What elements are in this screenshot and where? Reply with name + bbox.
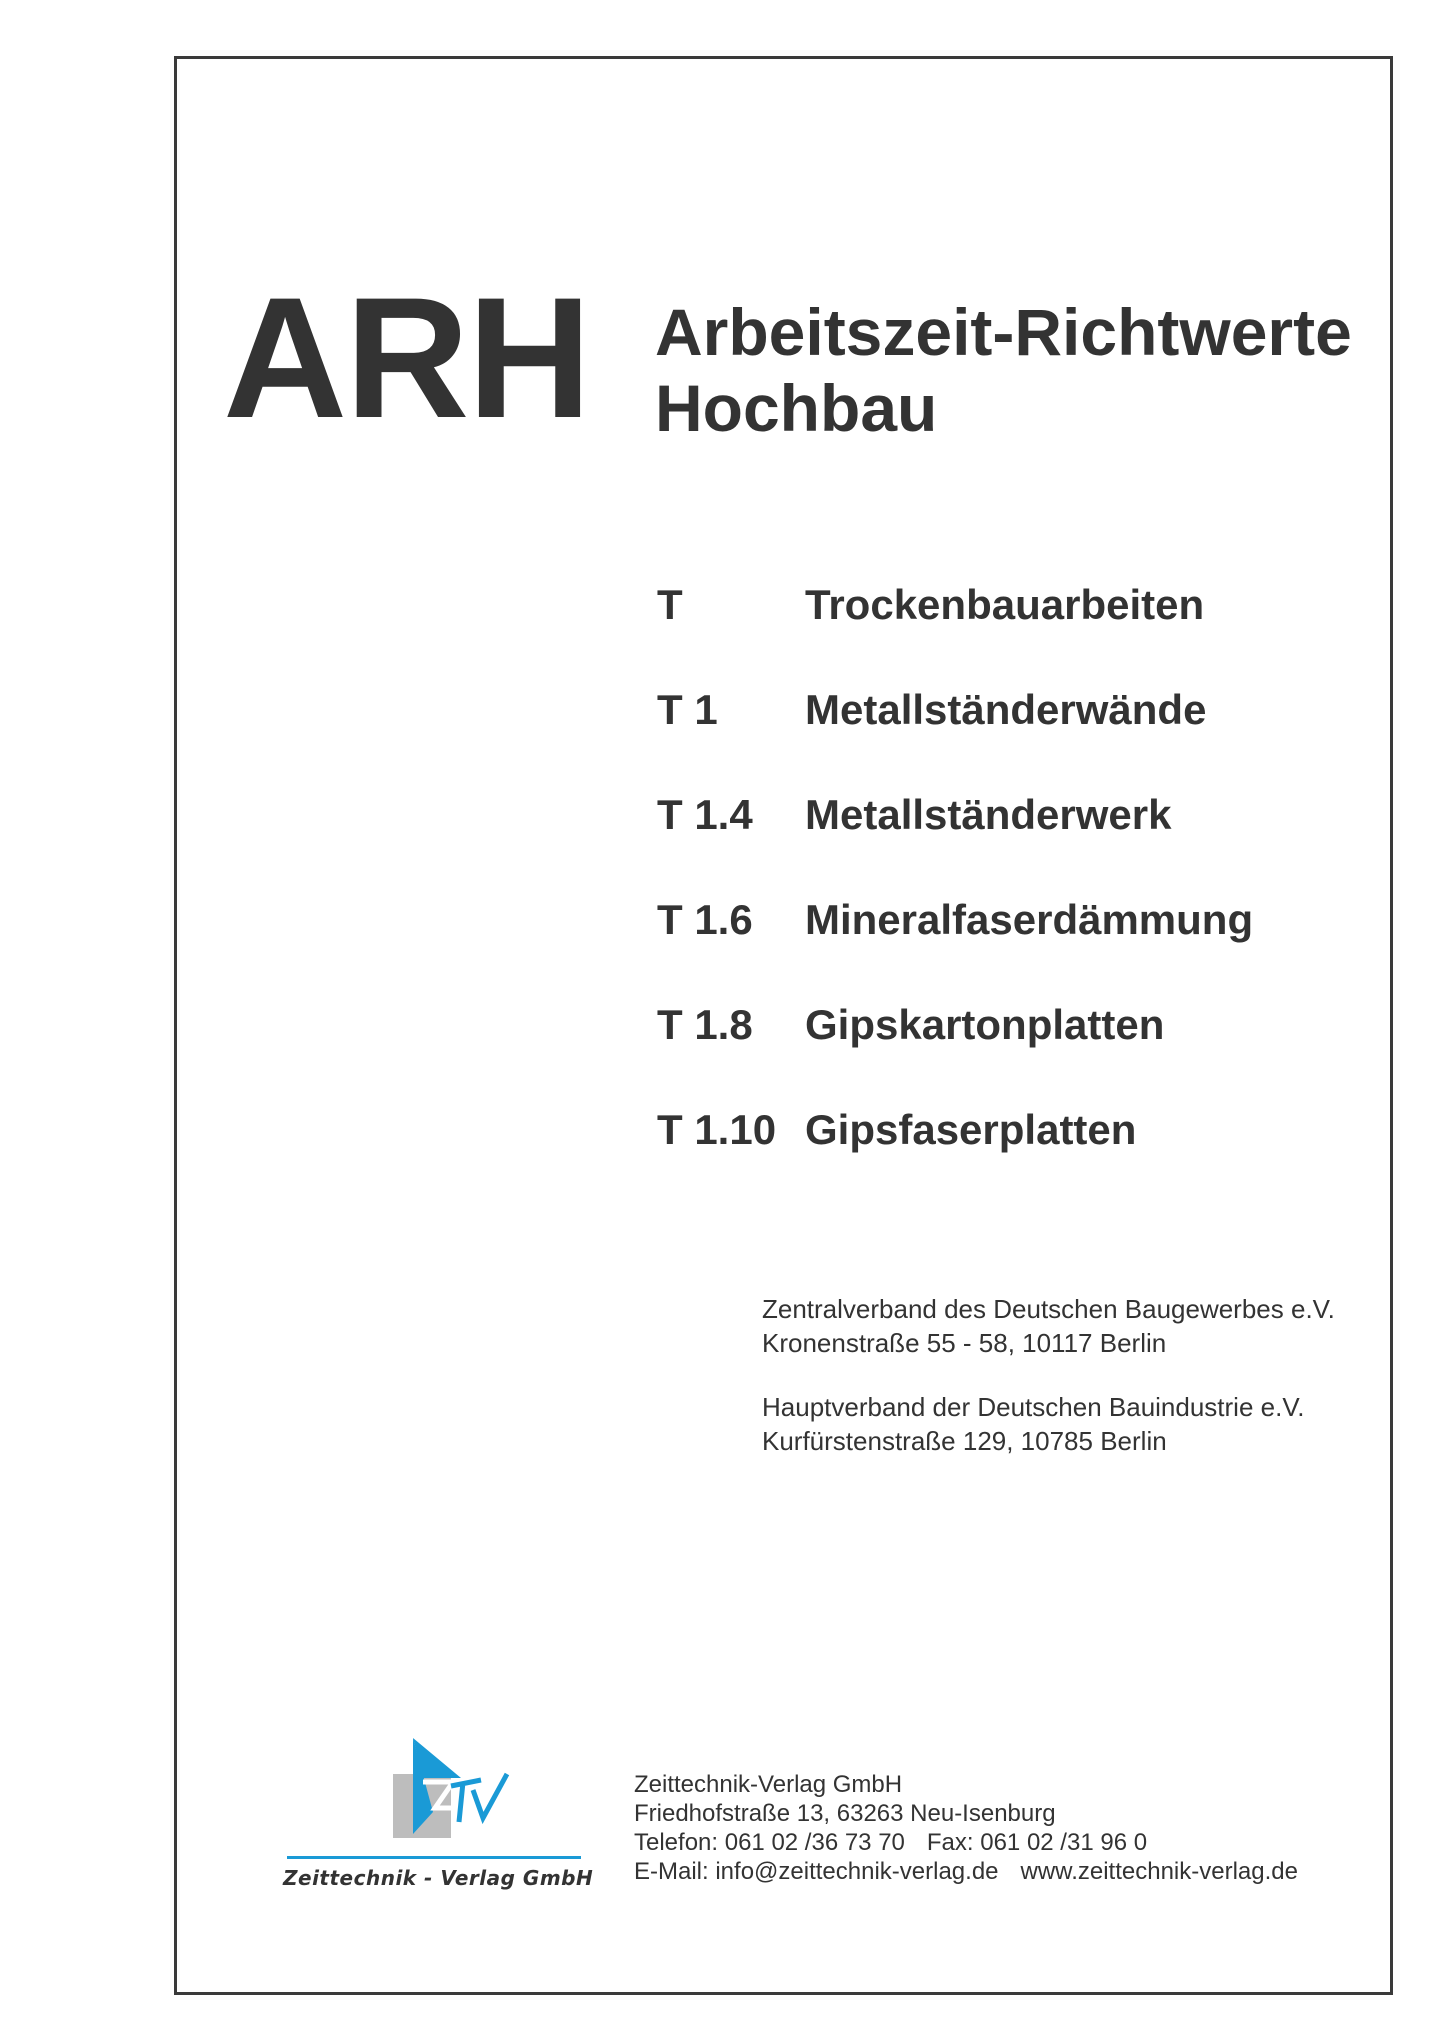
toc-item-title: Gipskartonplatten [805,1001,1165,1048]
publisher-name: Zeittechnik-Verlag GmbH [634,1771,903,1798]
association-address: Kronenstraße 55 - 58, 10117 Berlin [762,1328,1167,1358]
toc-item-code: T 1.10 [657,1106,777,1153]
toc-item-code: T 1.8 [657,1001,753,1048]
ztv-logo-mark [283,1738,585,1864]
toc-item-code: T 1 [657,686,718,733]
publisher-street: Friedhofstraße 13, 63263 Neu-Isenburg [634,1800,1056,1827]
publisher-phone: Telefon: 061 02 /36 73 70 [634,1829,905,1856]
cover-title [655,294,1352,446]
cover-title-line-2: Hochbau [655,371,938,445]
association-name: Hauptverband der Deutschen Bauindustrie e.V. [762,1392,1305,1422]
toc-item-title: Metallständerwände [805,686,1207,733]
publisher-logo [283,1738,594,1890]
association-name: Zentralverband des Deutschen Baugewerbes e.V. [762,1294,1335,1324]
publisher-fax: Fax: 061 02 /31 96 0 [926,1829,1148,1856]
associations-block [762,1292,1335,1458]
publisher-website[interactable]: www.zeittechnik-verlag.de [1020,1858,1298,1885]
association-address: Kurfürstenstraße 129, 10785 Berlin [762,1426,1167,1456]
toc-item-title: Gipsfaserplatten [805,1106,1137,1153]
cover-abbreviation: ARH [223,262,590,454]
publisher-email[interactable]: E-Mail: info@zeittechnik-verlag.de [634,1858,999,1885]
toc-item-code: T 1.4 [657,791,753,838]
toc-item-title: Trockenbauarbeiten [805,581,1205,628]
cover-title-line-1: Arbeitszeit-Richtwerte [655,295,1352,369]
toc-item-title: Mineralfaserdämmung [805,896,1254,943]
publisher-contact [634,1770,1298,1886]
publisher-online [634,1857,1298,1886]
logo-caption: Zeittechnik - Verlag GmbH [283,1866,594,1890]
toc-item-title: Metallständerwerk [805,791,1172,838]
toc-item-code: T [657,581,683,628]
toc-item-code: T 1.6 [657,896,753,943]
publisher-phone-fax [634,1828,1298,1857]
